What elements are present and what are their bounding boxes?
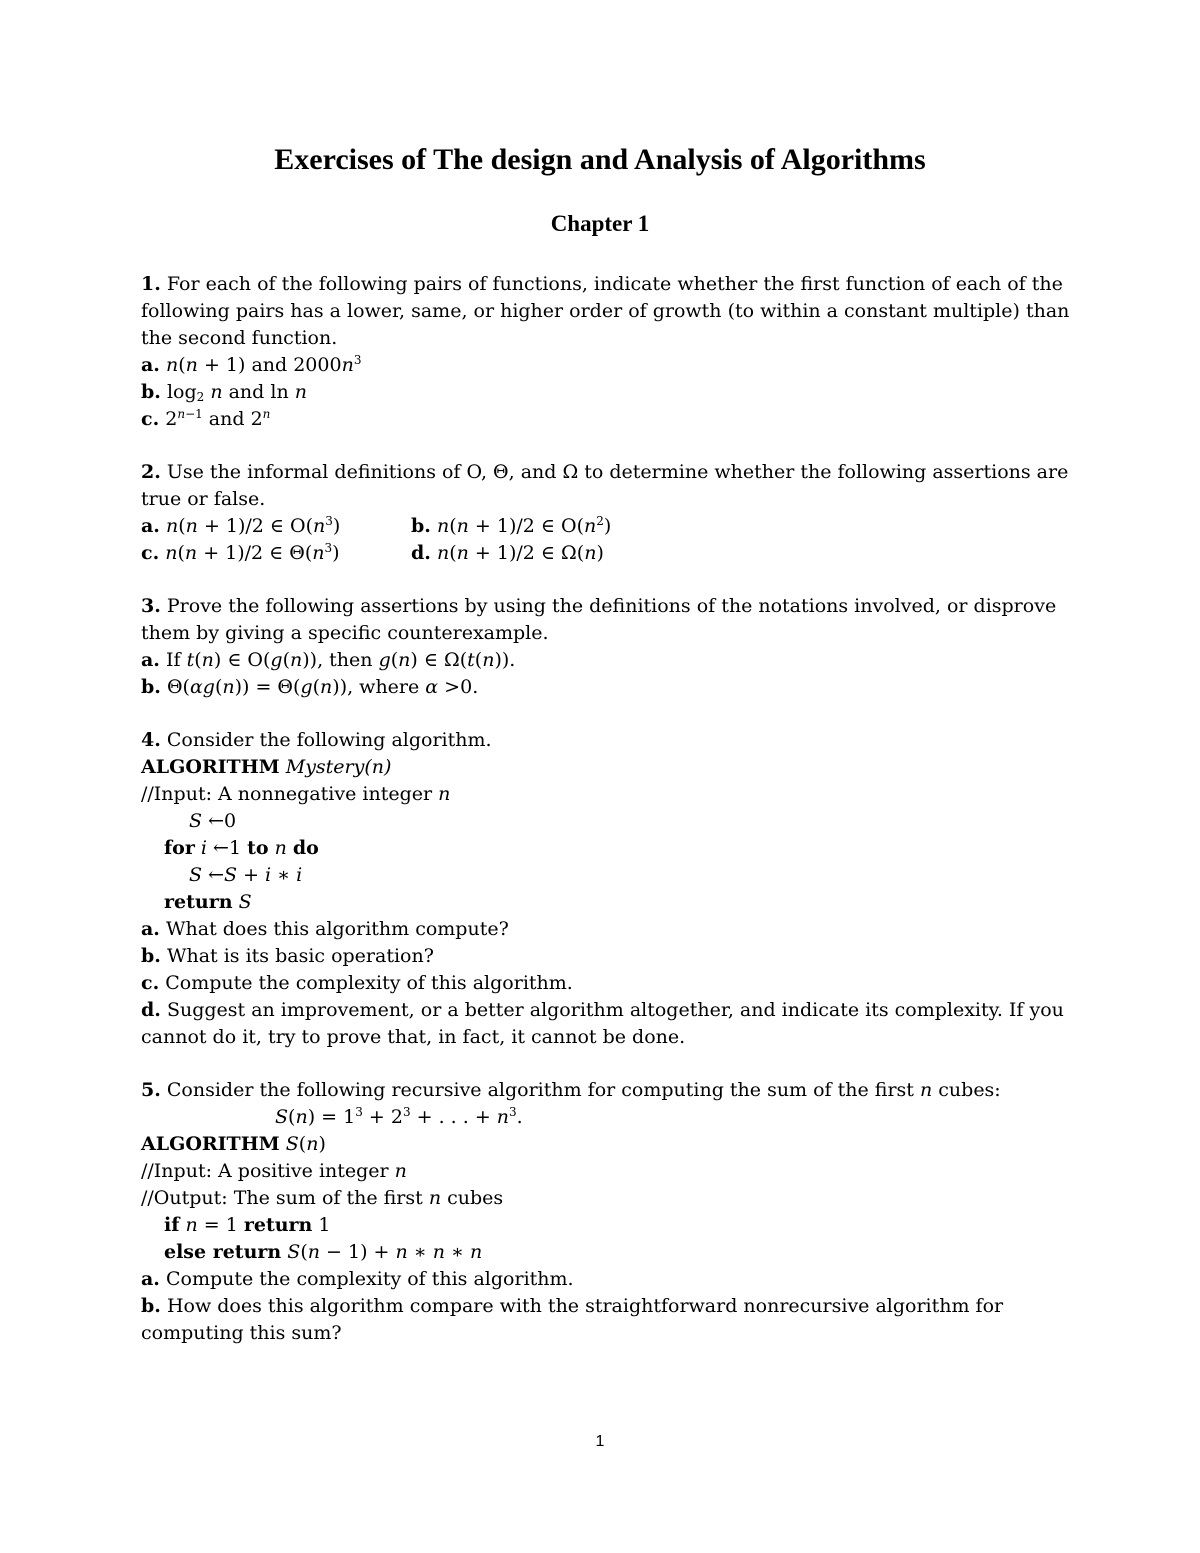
exercise-body xyxy=(141,271,1070,1347)
question-text: For each of the following pairs of functions, indicate whether the first function of each of the xyxy=(160,273,1063,295)
document-title: Exercises of The design and Analysis of Algorithms xyxy=(274,143,926,176)
question-1 xyxy=(141,271,1070,433)
question-2 xyxy=(141,459,1069,567)
page-number: 1 xyxy=(595,1433,605,1450)
algorithm-line: if n = 1 return 1 xyxy=(164,1214,331,1236)
subquestion-d: d. n(n + 1)/2 ∈ Ω(n) xyxy=(411,542,604,564)
subquestion-a: a. What does this algorithm compute? xyxy=(141,918,509,940)
subquestion-a: a. n(n + 1)/2 ∈ $O(n^3)$ xyxy=(141,514,341,537)
question-text: cannot do it, try to prove that, in fact, it cannot be done. xyxy=(141,1026,686,1048)
algorithm-header: ALGORITHM Mystery(n) xyxy=(141,756,392,778)
question-3 xyxy=(141,593,1061,701)
question-number: 1. xyxy=(141,273,161,295)
chapter-heading: Chapter 1 xyxy=(550,211,650,236)
subquestion-a: a. Compute the complexity of this algorithm. xyxy=(141,1268,574,1290)
algorithm-comment: //Input: A positive integer n xyxy=(141,1160,407,1182)
question-number: 5. xyxy=(141,1079,161,1101)
question-text: them by giving a specific counterexample. xyxy=(141,622,549,644)
question-text: computing this sum? xyxy=(141,1322,342,1344)
subquestion-a: a. n(n + 1) and $2000n^3$ xyxy=(141,353,362,376)
subquestion-b: b. Θ(αg(n)) = Θ(g(n)), where α >0. xyxy=(141,676,479,698)
subquestion-d: d. Suggest an improvement, or a better algorithm altogether, and indicate its complexity. If you xyxy=(141,999,1064,1021)
subquestion-b: b. $\log_2 n$ and ln n xyxy=(141,381,307,404)
subquestion-row-cd xyxy=(141,540,1061,567)
algorithm-line: return S xyxy=(164,891,252,913)
algorithm-comment: //Output: The sum of the first n cubes xyxy=(141,1187,504,1209)
question-text: true or false. xyxy=(141,488,266,510)
subquestion-b: b. What is its basic operation? xyxy=(141,945,434,967)
subquestion-c: c. $2^{n-1}$ and 2$^n$ xyxy=(141,407,271,430)
subquestion-a: a. If t(n) ∈ O(g(n)), then g(n) ∈ Ω(t(n)). xyxy=(141,649,516,671)
algorithm-line: else return S(n − 1) + n ∗ n ∗ n xyxy=(164,1241,483,1263)
algorithm-line: for i ←1 to n do xyxy=(164,837,319,859)
question-text: Use the informal definitions of O, Θ, and Ω to determine whether the following assertions are xyxy=(160,461,1069,483)
question-text: the second function. xyxy=(141,327,338,349)
subquestion-c: c. Compute the complexity of this algorithm. xyxy=(141,972,573,994)
subquestion-b: b. How does this algorithm compare with the straightforward nonrecursive algorithm for xyxy=(141,1295,1004,1317)
algorithm-line: S ←0 xyxy=(189,810,237,832)
algorithm-header: ALGORITHM S(n) xyxy=(141,1133,326,1155)
question-number: 3. xyxy=(141,595,161,617)
algorithm-comment: //Input: A nonnegative integer n xyxy=(141,783,451,805)
question-text: Consider the following algorithm. xyxy=(160,729,492,751)
subquestion-b: b. n(n + 1)/2 ∈ $O(n^2)$ xyxy=(411,514,612,537)
subquestion-c: c. n(n + 1)/2 ∈ $\Theta(n^3)$ xyxy=(141,541,340,564)
question-text: Prove the following assertions by using the definitions of the notations involved, or disprove xyxy=(160,595,1057,617)
question-4 xyxy=(141,727,1064,1051)
subquestion-row-ab xyxy=(141,513,1061,540)
question-number: 2. xyxy=(141,461,161,483)
question-number: 4. xyxy=(141,729,161,751)
question-5: 5. Consider the following recursive algorithm for computing the sum of the first n cubes: $S(n) = 1^3 + 2^3$ + . . . + $n^3$. ALGORITHM S(n) //Input: A positive integer n //Output: The sum of the first n cubes if n = 1 return 1 else return S(n − 1) + n ∗ n ∗ n a. Compute the complexity of this algorithm. b. How does this algorithm compare with the straightforward nonrecursive algorithm for computing this sum? xyxy=(141,1077,1061,1347)
question-text: following pairs has a lower, same, or higher order of growth (to within a constant multiple) than xyxy=(141,300,1070,322)
algorithm-line: S ←S + i ∗ i xyxy=(189,864,303,886)
sum-formula: $S(n) = 1^3 + 2^3$ + . . . + $n^3$. xyxy=(275,1105,523,1128)
